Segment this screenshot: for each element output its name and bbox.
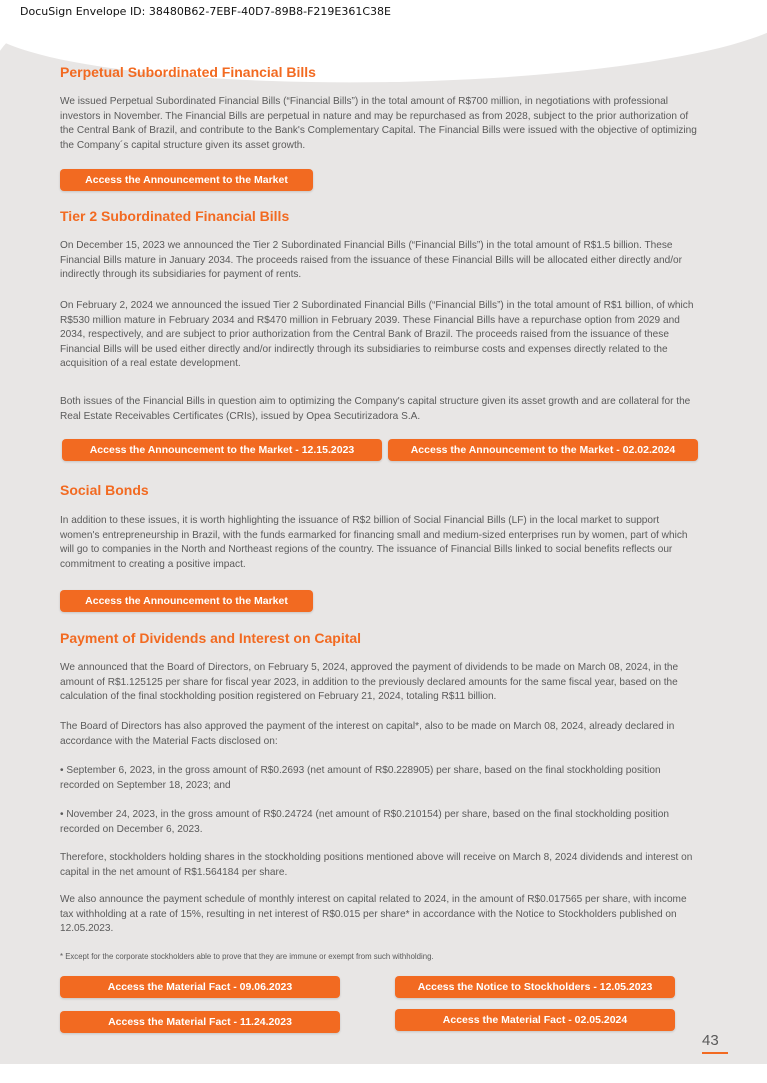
dividends-footnote: * Except for the corporate stockholders able to prove that they are immune or exempt from such withholding.: [60, 952, 434, 961]
tier2-paragraph-1: On December 15, 2023 we announced the Tier 2 Subordinated Financial Bills (“Financial Bills”) in the total amount of R$1.5 billion. These Financial Bills mature in January 2034. The proceeds raised from the issuance of these Financial Bills will be allocated either directly and/or indirectly through its subsidiaries for payment of rents.: [60, 240, 683, 281]
material-fact-09062023-button[interactable]: Access the Material Fact - 09.06.2023: [60, 976, 340, 998]
dividends-paragraph-6: We also announce the payment schedule of monthly interest on capital related to 2024, in the amount of R$0.017565 per share, with income tax withholding at a rate of 15%, resulting in net interest of R$0.015 per share* in accordance with the Notice to Stockholders published on 12.05.2023.: [60, 894, 687, 935]
page-number: 43: [702, 1032, 719, 1049]
tier2-paragraph-3: Both issues of the Financial Bills in question aim to optimizing the Company's capital structure given its asset growth and are collateral for the Real Estate Receivables Certificates (CRIs), issued by Opea Secutirizadora S.A.: [60, 396, 691, 422]
envelope-id-label: DocuSign Envelope ID: 38480B62-7EBF-40D7-89B8-F219E361C38E: [0, 0, 399, 24]
section-title-perpetual: Perpetual Subordinated Financial Bills: [60, 64, 316, 80]
social-paragraph: In addition to these issues, it is worth highlighting the issuance of R$2 billion of Social Financial Bills (LF) in the local market to support women's entrepreneurship in Brazil, with the funds earmarked for financing small and medium-sized enterprises run by women, part of which will go to companies in the North and Northeast regions of the country. The issuance of Financial Bills linked to social benefits reflects our commitment to creating a positive impact.: [60, 515, 688, 570]
section-title-dividends: Payment of Dividends and Interest on Capital: [60, 630, 362, 646]
dividends-paragraph-1: We announced that the Board of Directors, on February 5, 2024, approved the payment of dividends to be made on March 08, 2024, in the amount of R$1.125125 per share for fiscal year 2023, in addition to the previously declared amounts for the same fiscal year, based on the calculation of the final stockholding position registered on February 21, 2024, totaling R$11 billion.: [60, 662, 679, 703]
section-title-tier2: Tier 2 Subordinated Financial Bills: [60, 208, 290, 224]
dividends-bullet-1: • September 6, 2023, in the gross amount of R$0.2693 (net amount of R$0.228905) per share, based on the final stockholding position recorded on September 18, 2023; and: [60, 765, 661, 791]
perpetual-paragraph: We issued Perpetual Subordinated Financial Bills (“Financial Bills”) in the total amount of R$700 million, in negotiations with professional investors in November. The Financial Bills are perpetual in nature and may be repurchased as from 2028, subject to the prior authorization of the Central Bank of Brazil, and contribute to the Bank's Complementary Capital. The Financial Bills were issued with the objective of optimizing the Company´s capital structure given its asset growth.: [60, 96, 697, 151]
perpetual-announcement-button[interactable]: Access the Announcement to the Market: [60, 169, 313, 191]
material-fact-02052024-button[interactable]: Access the Material Fact - 02.05.2024: [395, 1009, 675, 1031]
notice-to-stockholders-12052023-button[interactable]: Access the Notice to Stockholders - 12.05.2023: [395, 976, 675, 998]
tier2-announcement-button-02022024[interactable]: Access the Announcement to the Market - 02.02.2024: [388, 439, 698, 461]
dividends-paragraph-5: Therefore, stockholders holding shares in the stockholding positions mentioned above will receive on March 8, 2024 dividends and interest on capital in the net amount of R$1.564184 per share.: [60, 852, 693, 878]
page-number-underline: [702, 1052, 728, 1054]
section-title-social: Social Bonds: [60, 482, 149, 498]
dividends-paragraph-2: The Board of Directors has also approved the payment of the interest on capital*, also to be made on March 08, 2024, already declared in accordance with the Material Facts disclosed on:: [60, 721, 675, 747]
social-announcement-button[interactable]: Access the Announcement to the Market: [60, 590, 313, 612]
dividends-bullet-2: • November 24, 2023, in the gross amount of R$0.24724 (net amount of R$0.210154) per share, based on the final stockholding position recorded on December 6, 2023.: [60, 809, 669, 835]
tier2-announcement-button-12152023[interactable]: Access the Announcement to the Market - 12.15.2023: [62, 439, 382, 461]
tier2-paragraph-2: On February 2, 2024 we announced the issued Tier 2 Subordinated Financial Bills (“Financial Bills”) in the total amount of R$1 billion, of which R$530 million mature in February 2034 and R$470 million in February 2039. These Financial Bills have a repurchase option from 2029 and 2034, respectively, and are subject to prior authorization from the Central Bank of Brazil. The proceeds raised from the issuance of these Financial Bills will be used either directly and/or indirectly through its subsidiaries to reimburse costs and expenses directly related to the acquisition of a real estate development.: [60, 300, 694, 370]
material-fact-11242023-button[interactable]: Access the Material Fact - 11.24.2023: [60, 1011, 340, 1033]
